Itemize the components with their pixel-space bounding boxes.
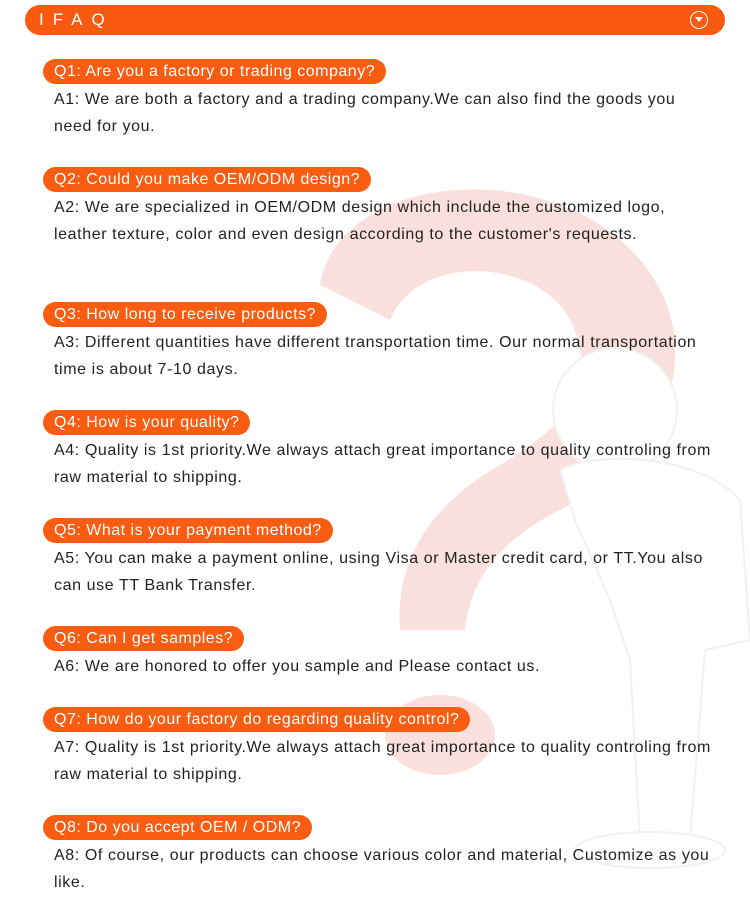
faq-answer-3: A3: Different quantities have different transportation time. Our normal transportation time is about 7-10 days. xyxy=(54,334,697,378)
faq-answer-4: A4: Quality is 1st priority.We always attach great importance to quality controling from raw material to shipping. xyxy=(54,442,711,486)
faq-question-5: Q5: What is your payment method? xyxy=(43,518,333,543)
white-figure xyxy=(553,348,750,868)
chevron-down-circle-icon[interactable] xyxy=(690,11,708,29)
faq-answer-1: A1: We are both a factory and a trading company.We can also find the goods you need for you. xyxy=(54,91,676,135)
faq-question-6: Q6: Can I get samples? xyxy=(43,626,244,651)
faq-question-2: Q2: Could you make OEM/ODM design? xyxy=(43,167,371,192)
faq-answer-7: A7: Quality is 1st priority.We always attach great importance to quality controling from raw material to shipping. xyxy=(54,739,711,783)
faq-answer-5: A5: You can make a payment online, using Visa or Master credit card, or TT.You also can use TT Bank Transfer. xyxy=(54,550,703,594)
faq-answer-2: A2: We are specialized in OEM/ODM design which include the customized logo, leather texture, color and even design according to the customer's requests. xyxy=(54,199,666,243)
faq-question-4: Q4: How is your quality? xyxy=(43,410,250,435)
faq-answer-6: A6: We are honored to offer you sample and Please contact us. xyxy=(54,658,541,675)
faq-question-1: Q1: Are you a factory or trading company? xyxy=(43,59,386,84)
faq-question-3: Q3: How long to receive products? xyxy=(43,302,327,327)
faq-question-8: Q8: Do you accept OEM / ODM? xyxy=(43,815,312,840)
faq-header-title: IFAQ xyxy=(39,10,114,29)
faq-question-7: Q7: How do your factory do regarding quality control? xyxy=(43,707,470,732)
faq-header-bar xyxy=(25,5,725,35)
faq-answer-8: A8: Of course, our products can choose various color and material, Customize as you like. xyxy=(54,847,710,891)
